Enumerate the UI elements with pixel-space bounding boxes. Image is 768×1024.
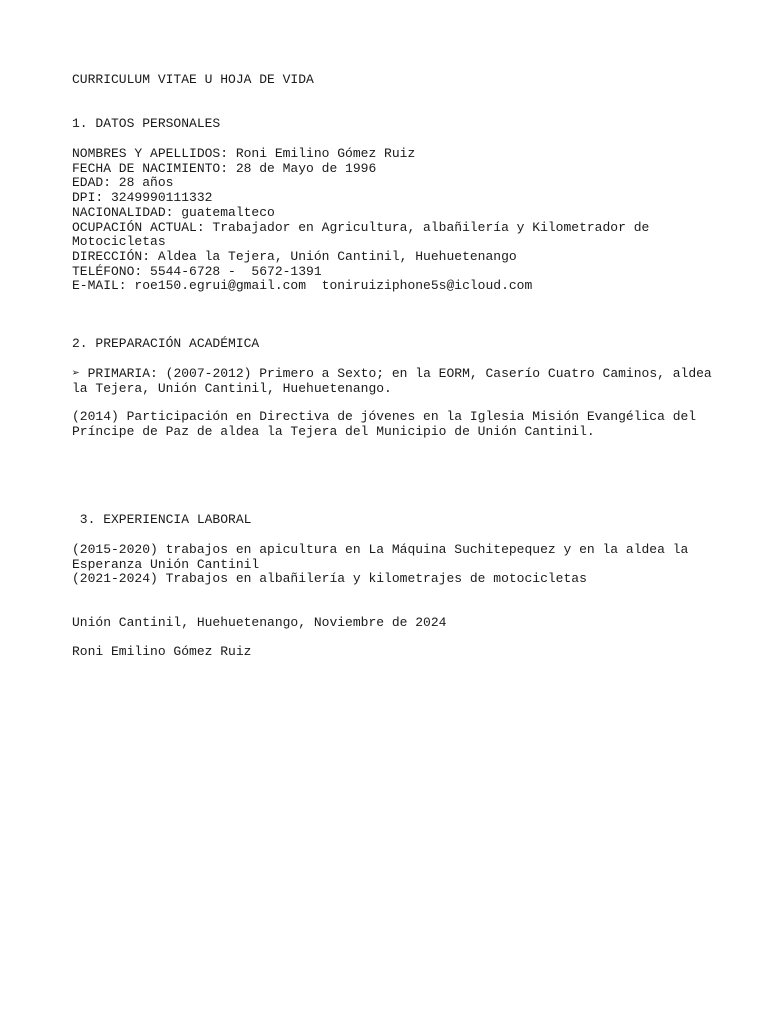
section-heading-personal: 1. DATOS PERSONALES (72, 116, 221, 131)
academic-primaria-line: ➢ PRIMARIA: (2007-2012) Primero a Sexto; en la EORM, Caserío Cuatro Caminos, aldea (72, 366, 712, 381)
experience-apicultura-continued: Esperanza Unión Cantinil (72, 556, 260, 572)
personal-address-line: DIRECCIÓN: Aldea la Tejera, Unión Cantinil, Huehuetenango (72, 248, 517, 264)
signature-name: Roni Emilino Gómez Ruiz (72, 644, 252, 659)
personal-occupation-continued: Motocicletas (72, 234, 166, 250)
place-date: Unión Cantinil, Huehuetenango, Noviembre de 2024 (72, 615, 447, 630)
personal-nationality-line: NACIONALIDAD: guatemalteco (72, 204, 275, 220)
personal-name-line: NOMBRES Y APELLIDOS: Roni Emilino Gómez Ruiz (72, 146, 416, 161)
experience-albanileria-line: (2021-2024) Trabajos en albañilería y kilometrajes de motocicletas (72, 571, 587, 587)
personal-email-line: E-MAIL: roe150.egrui@gmail.com toniruiziphone5s@icloud.com (72, 278, 533, 294)
academic-participation-continued: Príncipe de Paz de aldea la Tejera del Municipio de Unión Cantinil. (72, 423, 595, 439)
personal-phone-line: TELÉFONO: 5544-6728 - 5672-1391 (72, 263, 322, 279)
academic-participation-line: (2014) Participación en Directiva de jóvenes en la Iglesia Misión Evangélica del (72, 409, 697, 424)
academic-primaria-continued: la Tejera, Unión Cantinil, Huehuetenango. (72, 380, 392, 396)
section-heading-academic: 2. PREPARACIÓN ACADÉMICA (72, 336, 260, 351)
personal-birthdate-line: FECHA DE NACIMIENTO: 28 de Mayo de 1996 (72, 160, 377, 176)
document-title: CURRICULUM VITAE U HOJA DE VIDA (72, 72, 314, 87)
section-heading-experience: 3. EXPERIENCIA LABORAL (72, 512, 252, 527)
experience-apicultura-line: (2015-2020) trabajos en apicultura en La Máquina Suchitepequez y en la aldea la (72, 542, 689, 557)
personal-age-line: EDAD: 28 años (72, 175, 174, 191)
personal-occupation-line: OCUPACIÓN ACTUAL: Trabajador en Agricultura, albañilería y Kilometrador de (72, 219, 650, 235)
personal-dpi-line: DPI: 3249990111332 (72, 190, 213, 206)
